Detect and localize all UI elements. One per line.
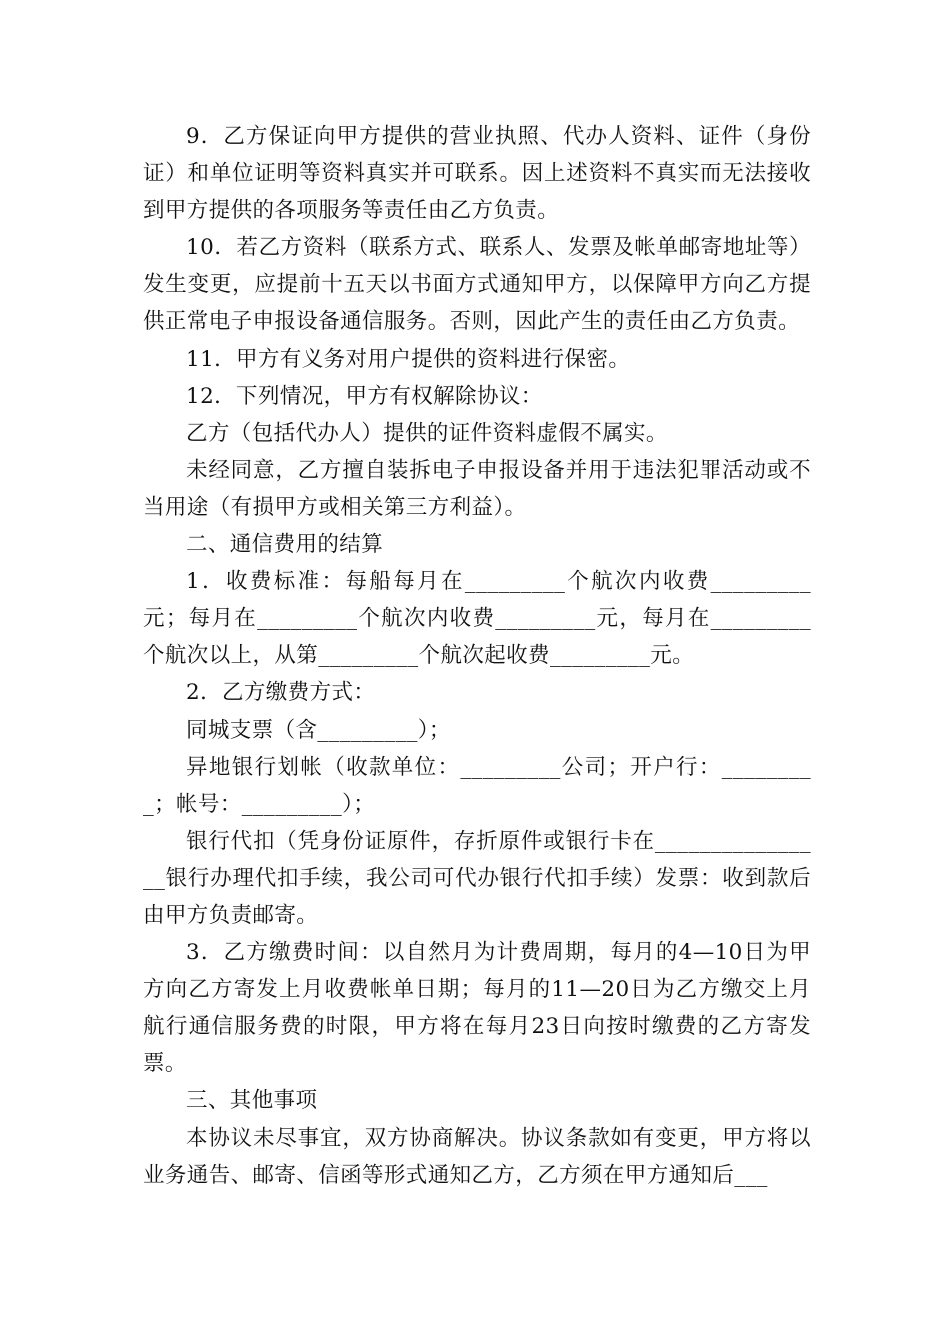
fee-clause-1-charging-standard: 1．收费标准：每船每月在_________个航次内收费_________元；每月在_________个航次内收费_________元，每月在_________个航次以上，从第_________个航次起收费_________元。 <box>143 569 811 669</box>
clause-12-item-2: 未经同意，乙方擅自装拆电子申报设备并用于违法犯罪活动或不当用途（有损甲方或相关第三方利益）。 <box>143 457 811 520</box>
document-body <box>143 118 811 1194</box>
clause-12-item-1: 乙方（包括代办人）提供的证件资料虚假不属实。 <box>186 420 668 446</box>
payment-method-local-check: 同城支票（含_________）； <box>186 717 451 743</box>
payment-method-bank-debit: 银行代扣（凭身份证原件，存折原件或银行卡在________________银行办理代扣手续，我公司可代办银行代扣手续）发票：收到款后由甲方负责邮寄。 <box>143 828 811 928</box>
fee-clause-3-payment-time: 3．乙方缴费时间：以自然月为计费周期，每月的4—10日为甲方向乙方寄发上月收费帐单日期；每月的11—20日为乙方缴交上月航行通信服务费的时限，甲方将在每月23日向按时缴费的乙方寄发票。 <box>143 940 811 1077</box>
fee-clause-2-payment-method: 2．乙方缴费方式： <box>186 680 376 706</box>
other-matters-clause: 本协议未尽事宜，双方协商解决。协议条款如有变更，甲方将以业务通告、邮寄、信函等形式通知乙方，乙方须在甲方通知后___ <box>143 1125 811 1188</box>
payment-method-remote-transfer: 异地银行划帐（收款单位：_________公司；开户行：_________；帐号：_________）； <box>143 754 811 817</box>
clause-10: 10．若乙方资料（联系方式、联系人、发票及帐单邮寄地址等）发生变更，应提前十五天以书面方式通知甲方，以保障甲方向乙方提供正常电子申报设备通信服务。否则，因此产生的责任由乙方负责。 <box>143 235 811 335</box>
clause-9: 9．乙方保证向甲方提供的营业执照、代办人资料、证件（身份证）和单位证明等资料真实并可联系。因上述资料不真实而无法接收到甲方提供的各项服务等责任由乙方负责。 <box>143 124 811 224</box>
clause-11: 11．甲方有义务对用户提供的资料进行保密。 <box>186 346 631 372</box>
clause-12: 12．下列情况，甲方有权解除协议： <box>186 383 543 409</box>
section-heading-fee-settlement: 二、通信费用的结算 <box>186 532 384 558</box>
section-heading-other-matters: 三、其他事项 <box>186 1088 318 1114</box>
